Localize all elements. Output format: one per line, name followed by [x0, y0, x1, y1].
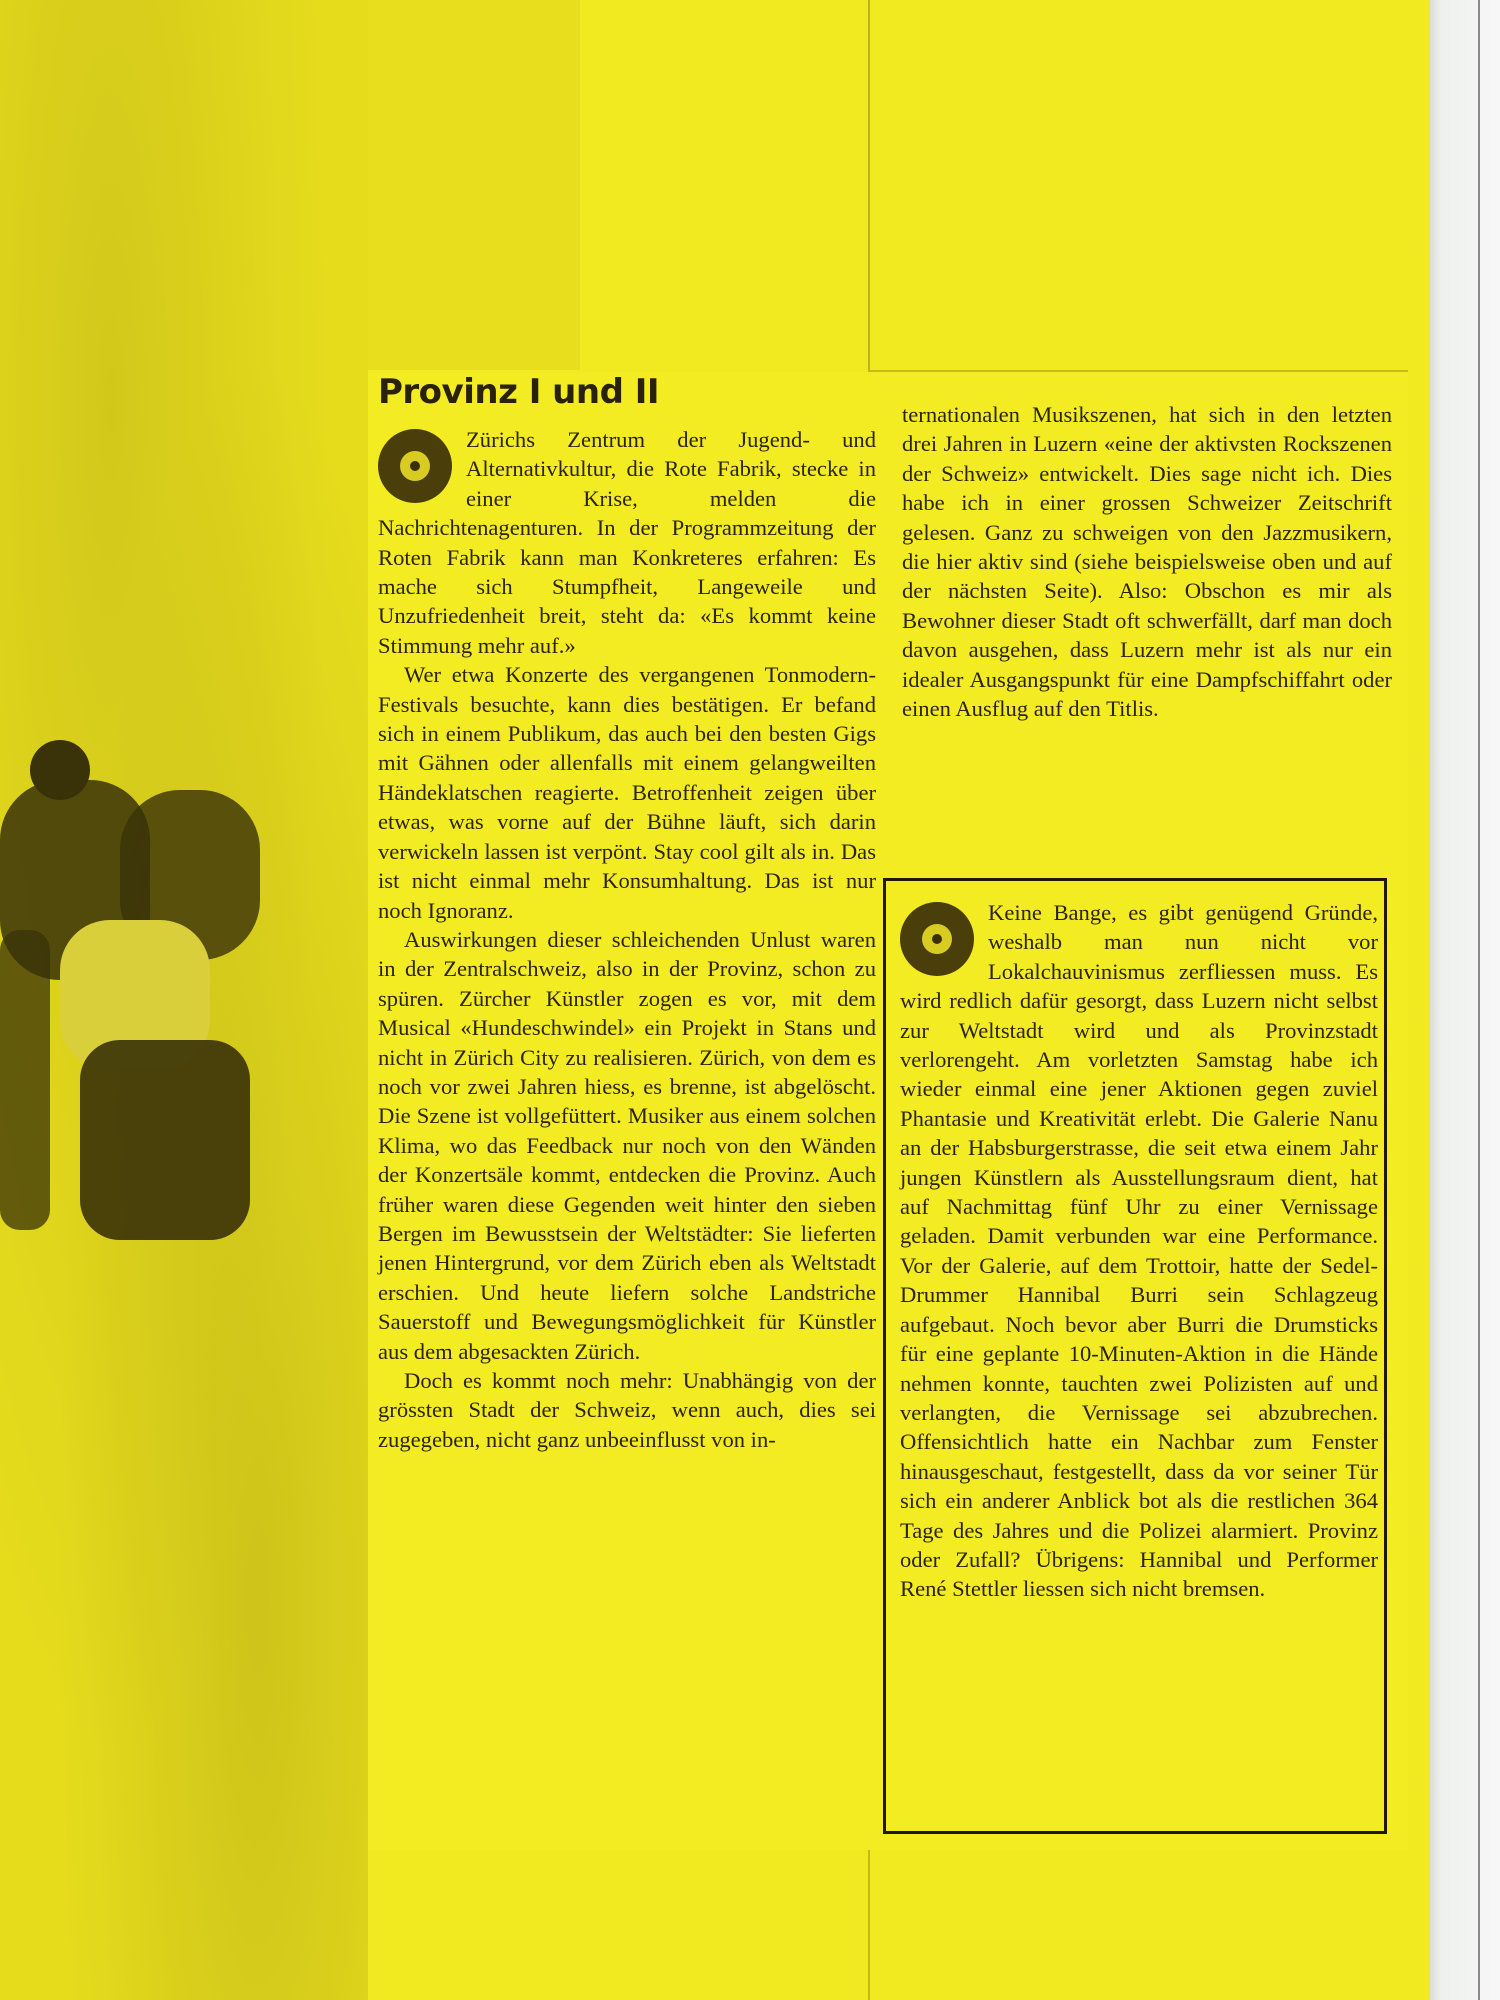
fold-line-bottom: [868, 1850, 870, 2000]
left-paragraph-4: Doch es kommt noch mehr: Unabhängig von der grössten Stadt der Schweiz, wenn auch, dies sei zugegeben, nicht ganz unbeeinflusst von in-: [378, 1368, 876, 1452]
right-paragraph: ternationalen Musikszenen, hat sich in den letzten drei Jahren in Luzern «eine der aktivsten Rockszenen der Schweiz» entwickelt. Dies sage nicht ich. Dies habe ich in einer grossen Schweizer Zeitschrift gelesen. Ganz zu schweigen von den Jazzmusikern, die hier aktiv sind (siehe beispielsweise oben und auf der nächsten Seite). Also: Obschon es mir als Bewohner dieser Stadt oft schwerfällt, darf man doch davon ausgehen, dass Luzern mehr ist als nur ein idealer Ausgangspunkt für eine Dampfschiffahrt oder einen Ausflug auf den Titlis.: [902, 402, 1392, 722]
record-disc-icon: [378, 429, 452, 503]
article-left-column: [378, 425, 876, 1454]
photo-figure-left: [0, 930, 50, 1230]
photo-street-scene: [0, 0, 368, 2000]
article-right-column: [902, 400, 1392, 723]
article-title: Provinz I und II: [378, 372, 660, 412]
box-paragraph: Keine Bange, es gibt genügend Gründe, weshalb man nun nicht vor Lokalchauvinismus zerfliessen muss. Es wird redlich dafür gesorgt, dass Luzern nicht selbst zur Weltstadt wird und als Provinzstadt verlorengeht. Am vorletzten Samstag habe ich wieder einmal eine jener Aktionen gegen zuviel Phantasie und Kreativität erlebt. Die Galerie Nanu an der Habsburgerstrasse, die seit etwa einem Jahr jungen Künstlern als Ausstellungsraum dient, hat auf Nachmittag fünf Uhr zu einer Vernissage geladen. Damit verbunden war eine Performance. Vor der Galerie, auf dem Trottoir, hatte der Sedel-Drummer Hannibal Burri sein Schlagzeug aufgebaut. Noch bevor aber Burri die Drumsticks für eine geplante 10-Minuten-Aktion in die Hände nehmen konnte, tauchten zwei Polizisten auf und verlangten, die Vernissage sei abzubrechen. Offensichtlich hatte ein Nachbar zum Fenster hinausgeschaut, festgestellt, dass da vor seiner Tür sich ein anderer Anblick bot als die restlichen 364 Tage des Jahres und die Polizei alarmiert. Provinz oder Zufall? Übrigens: Hannibal und Performer René Stettler liessen sich nicht bremsen.: [900, 900, 1378, 1602]
record-disc-icon: [900, 902, 974, 976]
photo-figure-legs: [80, 1040, 250, 1240]
boxed-section-text: [900, 898, 1378, 1604]
page-white-margin: [1430, 0, 1500, 2000]
left-paragraph-1: Zürichs Zentrum der Jugend- und Alternativkultur, die Rote Fabrik, stecke in einer Krise, melden die Nachrichtenagenturen. In der Programmzeitung der Roten Fabrik kann man Konkreteres erfahren: Es mache sich Stumpfheit, Langeweile und Unzufriedenheit breit, steht da: «Es kommt keine Stimmung mehr auf.»: [378, 427, 876, 658]
margin-rule: [1478, 0, 1480, 2000]
left-paragraph-2: Wer etwa Konzerte des vergangenen Tonmodern-Festivals besuchte, kann dies bestätigen. Er befand sich in einem Publikum, das auch bei den besten Gigs mit Gähnen oder allenfalls mit einem gelangweilten Händeklatschen reagierte. Betroffenheit zeigen über etwas, was vorne auf der Bühne läuft, sich darin verwickeln lassen ist verpönt. Stay cool gilt als in. Das ist nicht einmal mehr Konsumhaltung. Das ist nur noch Ignoranz.: [378, 662, 876, 923]
fold-line-top: [868, 0, 870, 370]
left-paragraph-3: Auswirkungen dieser schleichenden Unlust waren in der Zentralschweiz, also in der Provinz, schon zu spüren. Zürcher Künstler zogen es vor, mit dem Musical «Hundeschwindel» ein Projekt in Stans und nicht in Zürich City zu realisieren. Zürich, von dem es noch vor zwei Jahren hiess, es brenne, ist abgelöscht. Die Szene ist vollgefüttert. Musiker aus einem solchen Klima, wo das Feedback nur noch von den Wänden der Konzertsäle kommt, entdecken die Provinz. Auch früher waren diese Gegenden weit hinter den sieben Bergen im Bewusstsein der Weltstädter: Sie lieferten jenen Hintergrund, vor dem Zürich eben als Weltstadt erschien. Und heute liefern solche Landstriche Sauerstoff und Bewegungsmöglichkeit für Künstler aus dem abgesackten Zürich.: [378, 926, 876, 1364]
